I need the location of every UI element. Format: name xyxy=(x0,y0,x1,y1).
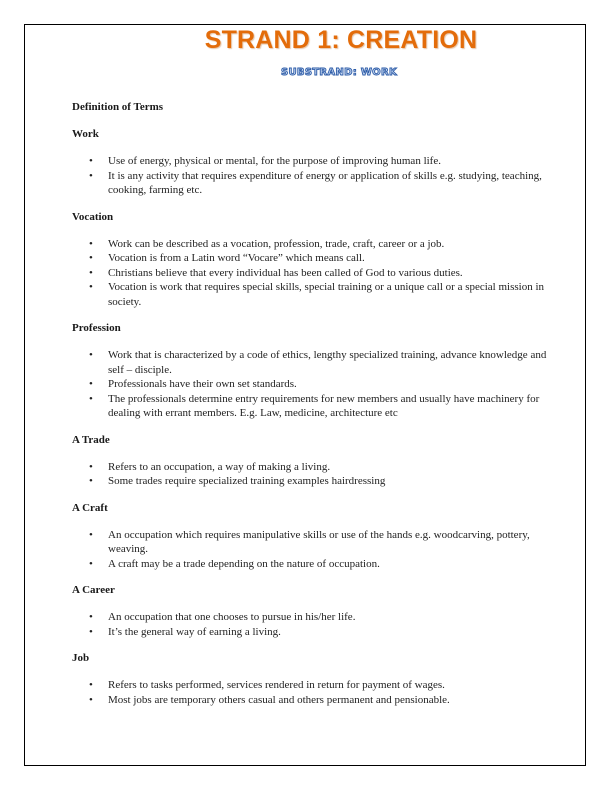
list-item-text: It’s the general way of earning a living. xyxy=(108,625,281,638)
bullet-icon: • xyxy=(89,169,93,182)
list-item xyxy=(72,251,552,266)
section-heading: Work xyxy=(72,128,99,140)
bullet-icon: • xyxy=(89,625,93,638)
list-item xyxy=(72,528,552,557)
bullet-icon: • xyxy=(89,266,93,279)
bullet-icon: • xyxy=(89,611,93,623)
section-heading: A Trade xyxy=(72,433,110,446)
list-item xyxy=(72,280,552,309)
section-trade xyxy=(72,433,552,489)
list-item xyxy=(72,693,552,708)
bullet-icon: • xyxy=(89,392,93,405)
list-item xyxy=(72,392,552,421)
list-item-text: It is any activity that requires expenditure of energy or application of skills e.g. studying, teaching, cooking, farming etc. xyxy=(108,169,542,196)
bullet-list xyxy=(72,348,552,421)
section-heading: Job xyxy=(72,652,90,664)
bullet-list xyxy=(72,610,552,639)
list-item xyxy=(72,625,552,640)
list-item xyxy=(72,169,552,198)
list-item xyxy=(72,154,552,169)
section-vocation xyxy=(72,210,552,310)
section-heading: A Craft xyxy=(72,501,108,514)
bullet-icon: • xyxy=(89,378,93,390)
list-item-text: Some trades require specialized training examples hairdressing xyxy=(108,475,386,487)
section-craft xyxy=(72,501,552,572)
section-heading: Vocation xyxy=(72,210,114,223)
list-item-text: Vocation is work that requires special skills, special training or a unique call or a special mission in society. xyxy=(108,281,545,308)
section-work xyxy=(72,127,552,198)
list-item xyxy=(72,557,552,572)
bullet-icon: • xyxy=(89,155,93,167)
bullet-icon: • xyxy=(89,237,93,250)
bullet-icon: • xyxy=(89,557,93,570)
list-item-text: Use of energy, physical or mental, for the purpose of improving human life. xyxy=(108,155,441,167)
bullet-icon: • xyxy=(89,475,93,487)
bullet-icon: • xyxy=(89,693,93,706)
definitions-heading: Definition of Terms xyxy=(72,101,164,113)
section-profession xyxy=(72,321,552,421)
list-item-text: An occupation that one chooses to pursue in his/her life. xyxy=(108,611,356,623)
list-item-text: The professionals determine entry requirements for new members and usually have machinery for dealing with errant members. E.g. Law, medicine, architecture etc xyxy=(108,392,540,419)
list-item xyxy=(72,377,552,392)
list-item-text: Refers to an occupation, a way of making a living. xyxy=(108,460,331,473)
bullet-list xyxy=(72,154,552,198)
list-item-text: A craft may be a trade depending on the nature of occupation. xyxy=(108,557,380,570)
section-heading: Profession xyxy=(72,322,121,334)
list-item-text: Christians believe that every individual has been called of God to various duties. xyxy=(108,266,463,279)
section-career xyxy=(72,583,552,639)
document-title: STRAND 1: CREATION xyxy=(204,26,478,54)
list-item-text: Work can be described as a vocation, profession, trade, craft, career or a job. xyxy=(108,237,445,250)
list-item xyxy=(72,266,552,281)
list-item-text: Work that is characterized by a code of ethics, lengthy specialized training, advance knowledge and self – disciple. xyxy=(108,349,547,376)
list-item-text: Professionals have their own set standards. xyxy=(108,378,297,390)
bullet-list xyxy=(72,460,552,489)
bullet-icon: • xyxy=(89,281,93,293)
list-item xyxy=(72,474,552,489)
document-body xyxy=(72,100,552,719)
list-item xyxy=(72,610,552,625)
bullet-list xyxy=(72,678,552,707)
list-item-text: Refers to tasks performed, services rendered in return for payment of wages. xyxy=(108,679,445,691)
list-item xyxy=(72,348,552,377)
bullet-icon: • xyxy=(89,679,93,691)
bullet-icon: • xyxy=(89,349,93,361)
section-heading: A Career xyxy=(72,584,115,596)
list-item-text: An occupation which requires manipulative skills or use of the hands e.g. woodcarving, pottery, weaving. xyxy=(108,528,530,555)
list-item xyxy=(72,678,552,693)
section-job xyxy=(72,651,552,707)
bullet-list xyxy=(72,528,552,572)
document-subtitle: SUBSTRAND: WORK xyxy=(280,67,398,78)
bullet-icon: • xyxy=(89,460,93,473)
list-item xyxy=(72,237,552,252)
bullet-icon: • xyxy=(89,528,93,541)
bullet-icon: • xyxy=(89,252,93,264)
list-item xyxy=(72,460,552,475)
list-item-text: Vocation is from a Latin word “Vocare” which means call. xyxy=(108,252,365,264)
bullet-list xyxy=(72,237,552,310)
list-item-text: Most jobs are temporary others casual and others permanent and pensionable. xyxy=(108,693,450,706)
